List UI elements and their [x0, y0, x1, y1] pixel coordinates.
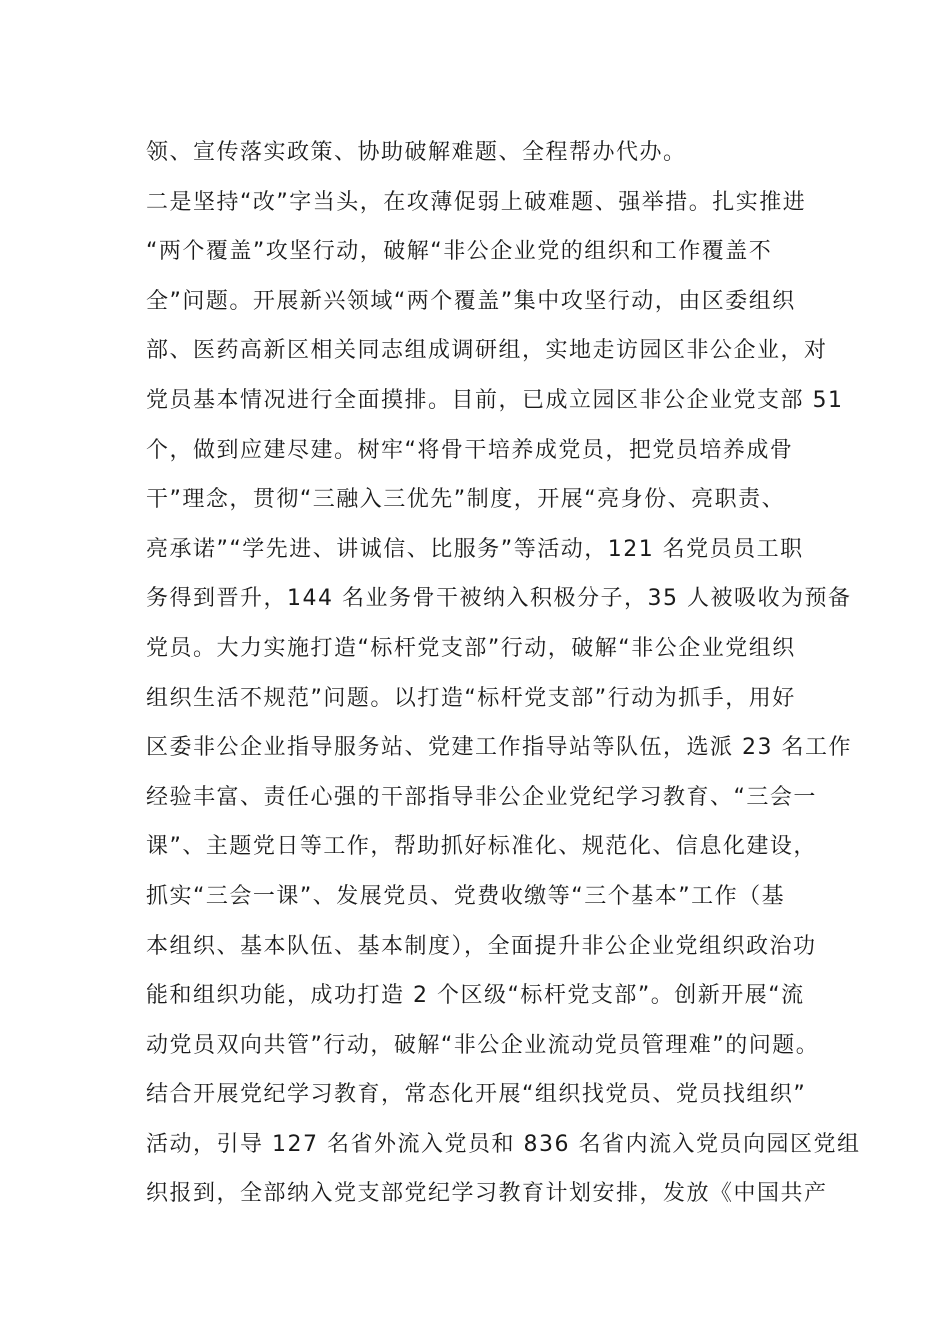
text-line: “两个覆盖”攻坚行动，破解“非公企业党的组织和工作覆盖不 [146, 239, 773, 265]
text-line: 本组织、基本队伍、基本制度），全面提升非公企业党组织政治功 [146, 933, 817, 959]
text-line: 全”问题。开展新兴领域“两个覆盖”集中攻坚行动，由区委组织 [146, 288, 796, 314]
text-line: 经验丰富、责任心强的干部指导非公企业党纪学习教育、“三会一 [146, 784, 817, 810]
text-line: 务得到晋升，144 名业务骨干被纳入积极分子，35 人被吸收为预备 [146, 586, 852, 612]
text-line: 抓实“三会一课”、发展党员、党费收缴等“三个基本”工作（基 [146, 883, 786, 909]
text-line: 区委非公企业指导服务站、党建工作指导站等队伍，选派 23 名工作 [146, 735, 852, 761]
text-line: 干”理念，贯彻“三融入三优先”制度，开展“亮身份、亮职责、 [146, 487, 786, 513]
text-line: 个，做到应建尽建。树牢“将骨干培养成党员，把党员培养成骨 [146, 437, 794, 463]
text-line: 课”、主题党日等工作，帮助抓好标准化、规范化、信息化建设， [146, 834, 817, 860]
text-line: 部、医药高新区相关同志组成调研组，实地走访园区非公企业，对 [146, 338, 828, 364]
text-line: 党员基本情况进行全面摸排。目前，已成立园区非公企业党支部 51 [146, 387, 844, 413]
text-line: 活动，引导 127 名省外流入党员和 836 名省内流入党员向园区党组 [146, 1131, 861, 1157]
text-line: 领、宣传落实政策、协助破解难题、全程帮办代办。 [146, 140, 687, 165]
text-line: 组织生活不规范”问题。以打造“标杆党支部”行动为抓手，用好 [146, 685, 796, 711]
text-line: 亮承诺”“学先进、讲诚信、比服务”等活动，121 名党员员工职 [146, 536, 804, 562]
text-line: 织报到，全部纳入党支部党纪学习教育计划安排，发放《中国共产 [146, 1181, 828, 1207]
text-line: 动党员双向共管”行动，破解“非公企业流动党员管理难”的问题。 [146, 1032, 820, 1058]
text-line: 二是坚持“改”字当头，在攻薄促弱上破难题、强举措。扎实推进 [146, 189, 807, 215]
text-line: 能和组织功能，成功打造 2 个区级“标杆党支部”。创新开展“流 [146, 983, 805, 1009]
body-text [146, 128, 861, 1219]
text-line: 结合开展党纪学习教育，常态化开展“组织找党员、党员找组织” [146, 1082, 807, 1108]
text-line: 党员。大力实施打造“标杆党支部”行动，破解“非公企业党组织 [146, 635, 796, 661]
